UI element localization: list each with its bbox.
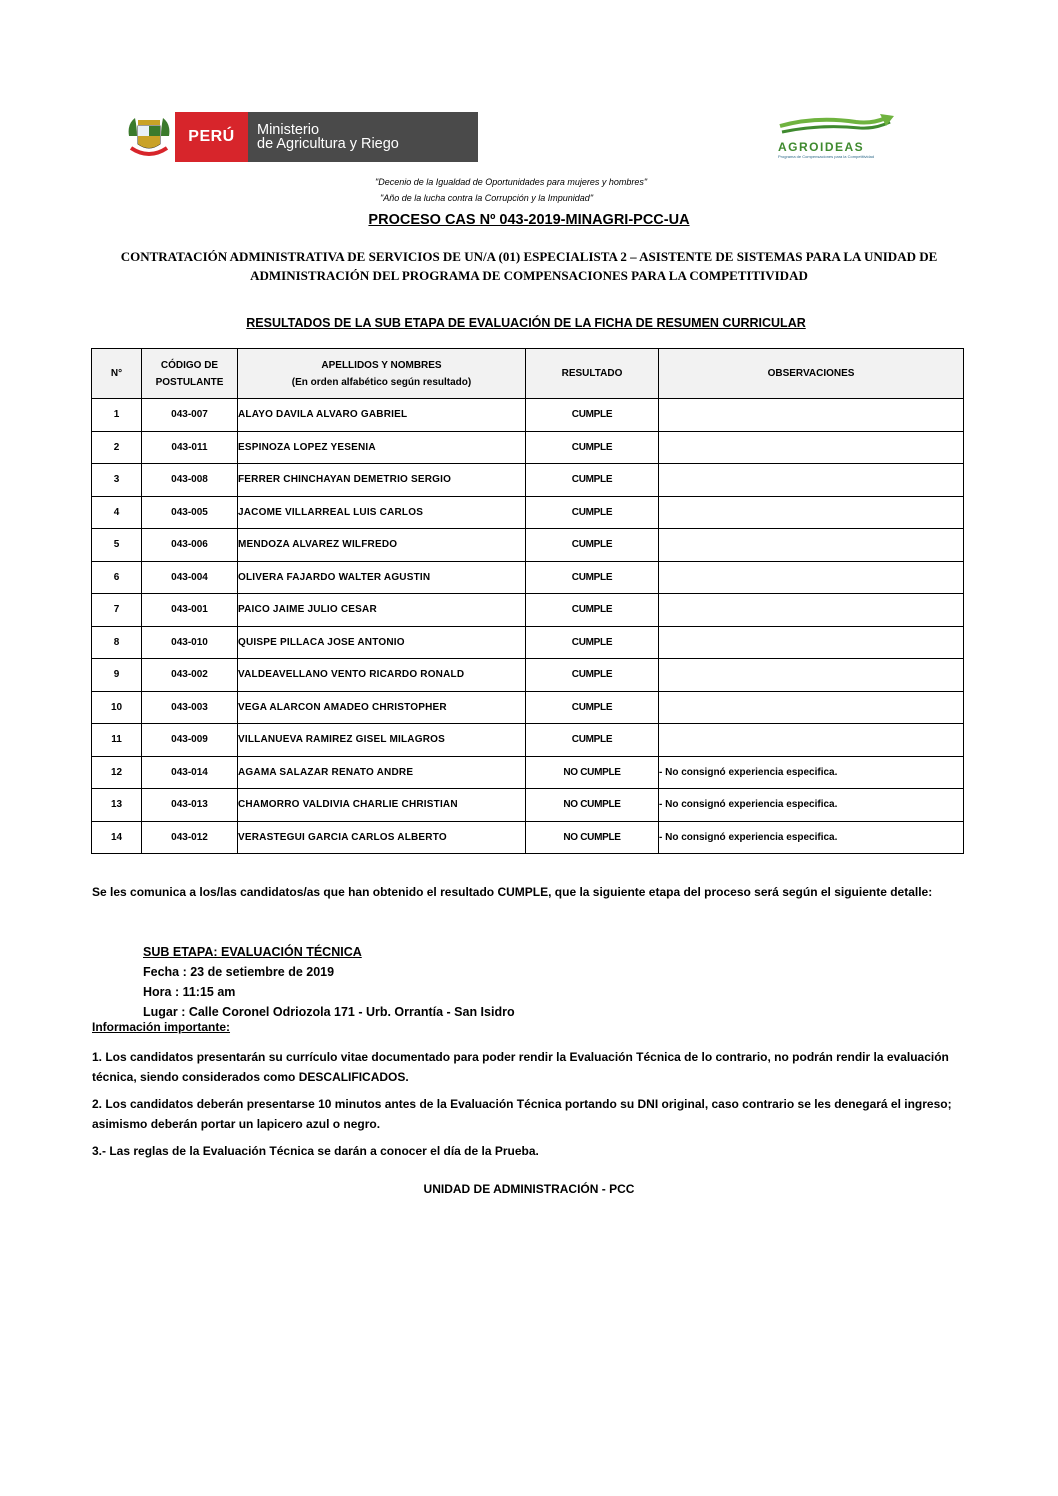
row-result: CUMPLE (526, 626, 659, 659)
row-result: CUMPLE (526, 431, 659, 464)
row-code: 043-010 (142, 626, 238, 659)
row-result: CUMPLE (526, 594, 659, 627)
row-code: 043-003 (142, 691, 238, 724)
communication-text: Se les comunica a los/las candidatos/as que han obtenido el resultado CUMPLE, que la siguiente etapa del proceso será según el siguiente detalle: (92, 885, 933, 899)
header-code (142, 349, 238, 399)
row-code: 043-011 (142, 431, 238, 464)
row-number: 12 (92, 756, 142, 789)
table-row (92, 724, 964, 757)
row-name: JACOME VILLARREAL LUIS CARLOS (238, 496, 526, 529)
header-name-line-2: (En orden alfabético según resultado) (291, 376, 472, 388)
ministerio-name (248, 112, 478, 162)
row-number: 3 (92, 464, 142, 497)
header-number: N° (92, 349, 142, 399)
ministerio-line-2: de Agricultura y Riego (257, 136, 399, 152)
note-1: 1. Los candidatos presentarán su currículo vitae documentado para poder rendir la Evaluación Técnica de lo contrario, no podrán rendir la evaluación técnica, siendo considerados como DESCALIFICADOS. (92, 1050, 949, 1084)
row-number: 1 (92, 399, 142, 432)
row-result: CUMPLE (526, 464, 659, 497)
sub-etapa-block (143, 942, 515, 1022)
row-number: 5 (92, 529, 142, 562)
row-result: CUMPLE (526, 561, 659, 594)
row-code: 043-008 (142, 464, 238, 497)
sub-etapa-lugar: Lugar : Calle Coronel Odriozola 171 - Urb. Orrantía - San Isidro (143, 1005, 515, 1019)
row-result: CUMPLE (526, 496, 659, 529)
agroideas-arrow-icon (776, 112, 898, 142)
table-row (92, 626, 964, 659)
sub-etapa-fecha: Fecha : 23 de setiembre de 2019 (143, 965, 335, 979)
info-title: Información importante: (92, 1020, 231, 1034)
row-result: NO CUMPLE (526, 756, 659, 789)
row-number: 14 (92, 821, 142, 854)
table-row (92, 821, 964, 854)
table-row (92, 594, 964, 627)
row-number: 9 (92, 659, 142, 692)
row-result: CUMPLE (526, 529, 659, 562)
table-row (92, 789, 964, 822)
note-2: 2. Los candidatos deberán presentarse 10 minutos antes de la Evaluación Técnica portando su DNI original, caso contrario se les denegará el ingreso; asimismo deberán portar un lapicero azul o negro. (92, 1097, 952, 1131)
agroideas-subtitle: Programa de Compensaciones para la Competitividad (778, 154, 875, 159)
row-code: 043-012 (142, 821, 238, 854)
table-row (92, 659, 964, 692)
row-name: VALDEAVELLANO VENTO RICARDO RONALD (238, 659, 526, 692)
row-code: 043-009 (142, 724, 238, 757)
row-result: CUMPLE (526, 399, 659, 432)
year-quote: "Año de la lucha contra la Corrupción y la Impunidad" (380, 193, 594, 203)
row-observation (659, 399, 964, 432)
row-result: CUMPLE (526, 659, 659, 692)
note-3: 3.- Las reglas de la Evaluación Técnica se darán a conocer el día de la Prueba. (92, 1144, 539, 1158)
row-result: NO CUMPLE (526, 821, 659, 854)
row-name: VILLANUEVA RAMIREZ GISEL MILAGROS (238, 724, 526, 757)
row-number: 4 (92, 496, 142, 529)
row-code: 043-005 (142, 496, 238, 529)
row-number: 6 (92, 561, 142, 594)
header-name (238, 349, 526, 399)
row-observation (659, 659, 964, 692)
sub-etapa-hora: Hora : 11:15 am (143, 985, 236, 999)
row-result: CUMPLE (526, 691, 659, 724)
agroideas-logo (776, 112, 898, 162)
sub-etapa-title: SUB ETAPA: EVALUACIÓN TÉCNICA (143, 945, 362, 959)
peru-label: PERÚ (175, 112, 248, 162)
section-title: RESULTADOS DE LA SUB ETAPA DE EVALUACIÓN DE LA FICHA DE RESUMEN CURRICULAR (246, 316, 806, 330)
row-number: 2 (92, 431, 142, 464)
row-code: 043-004 (142, 561, 238, 594)
row-observation (659, 626, 964, 659)
process-subtitle: CONTRATACIÓN ADMINISTRATIVA DE SERVICIOS DE UN/A (01) ESPECIALISTA 2 – ASISTENTE DE SISTEMAS PARA LA UNIDAD DE ADMINISTRACIÓN DEL PROGRAMA DE COMPENSACIONES PARA LA COMPETITIVIDAD (120, 249, 938, 283)
row-code: 043-001 (142, 594, 238, 627)
header-name-line-1: APELLIDOS Y NOMBRES (321, 359, 442, 371)
decade-quote: "Decenio de la Igualdad de Oportunidades para mujeres y hombres" (375, 177, 648, 187)
row-name: AGAMA SALAZAR RENATO ANDRE (238, 756, 526, 789)
row-observation (659, 724, 964, 757)
row-observation: - No consignó experiencia especifica. (659, 821, 964, 854)
ministerio-line-1: Ministerio (257, 122, 320, 138)
row-name: ESPINOZA LOPEZ YESENIA (238, 431, 526, 464)
header-code-line-1: CÓDIGO DE (160, 359, 219, 371)
row-observation (659, 594, 964, 627)
row-observation: - No consignó experiencia especifica. (659, 756, 964, 789)
row-observation (659, 431, 964, 464)
row-number: 13 (92, 789, 142, 822)
row-number: 7 (92, 594, 142, 627)
row-observation (659, 691, 964, 724)
row-observation (659, 561, 964, 594)
table-row (92, 496, 964, 529)
row-observation (659, 529, 964, 562)
table-row (92, 399, 964, 432)
row-code: 043-007 (142, 399, 238, 432)
process-title: PROCESO CAS Nº 043-2019-MINAGRI-PCC-UA (368, 212, 690, 228)
results-table (91, 348, 964, 854)
ministerio-logo (123, 112, 478, 162)
table-row (92, 431, 964, 464)
header-observations: OBSERVACIONES (659, 349, 964, 399)
row-number: 11 (92, 724, 142, 757)
header-code-line-2: POSTULANTE (155, 376, 224, 388)
row-name: VEGA ALARCON AMADEO CHRISTOPHER (238, 691, 526, 724)
row-code: 043-006 (142, 529, 238, 562)
row-name: ALAYO DAVILA ALVARO GABRIEL (238, 399, 526, 432)
row-result: NO CUMPLE (526, 789, 659, 822)
row-name: QUISPE PILLACA JOSE ANTONIO (238, 626, 526, 659)
row-number: 10 (92, 691, 142, 724)
row-name: CHAMORRO VALDIVIA CHARLIE CHRISTIAN (238, 789, 526, 822)
row-result: CUMPLE (526, 724, 659, 757)
row-number: 8 (92, 626, 142, 659)
row-code: 043-002 (142, 659, 238, 692)
table-row (92, 529, 964, 562)
row-observation (659, 496, 964, 529)
header-result: RESULTADO (526, 349, 659, 399)
row-observation: - No consignó experiencia especifica. (659, 789, 964, 822)
row-name: MENDOZA ALVAREZ WILFREDO (238, 529, 526, 562)
row-code: 043-013 (142, 789, 238, 822)
table-row (92, 756, 964, 789)
row-observation (659, 464, 964, 497)
row-code: 043-014 (142, 756, 238, 789)
table-row (92, 464, 964, 497)
table-row (92, 561, 964, 594)
row-name: VERASTEGUI GARCIA CARLOS ALBERTO (238, 821, 526, 854)
row-name: PAICO JAIME JULIO CESAR (238, 594, 526, 627)
agroideas-name: AGROIDEAS (778, 140, 865, 154)
issuing-unit: UNIDAD DE ADMINISTRACIÓN - PCC (423, 1182, 635, 1196)
peru-coat-of-arms-icon (123, 112, 175, 162)
row-name: OLIVERA FAJARDO WALTER AGUSTIN (238, 561, 526, 594)
row-name: FERRER CHINCHAYAN DEMETRIO SERGIO (238, 464, 526, 497)
table-row (92, 691, 964, 724)
table-header-row (92, 349, 964, 399)
